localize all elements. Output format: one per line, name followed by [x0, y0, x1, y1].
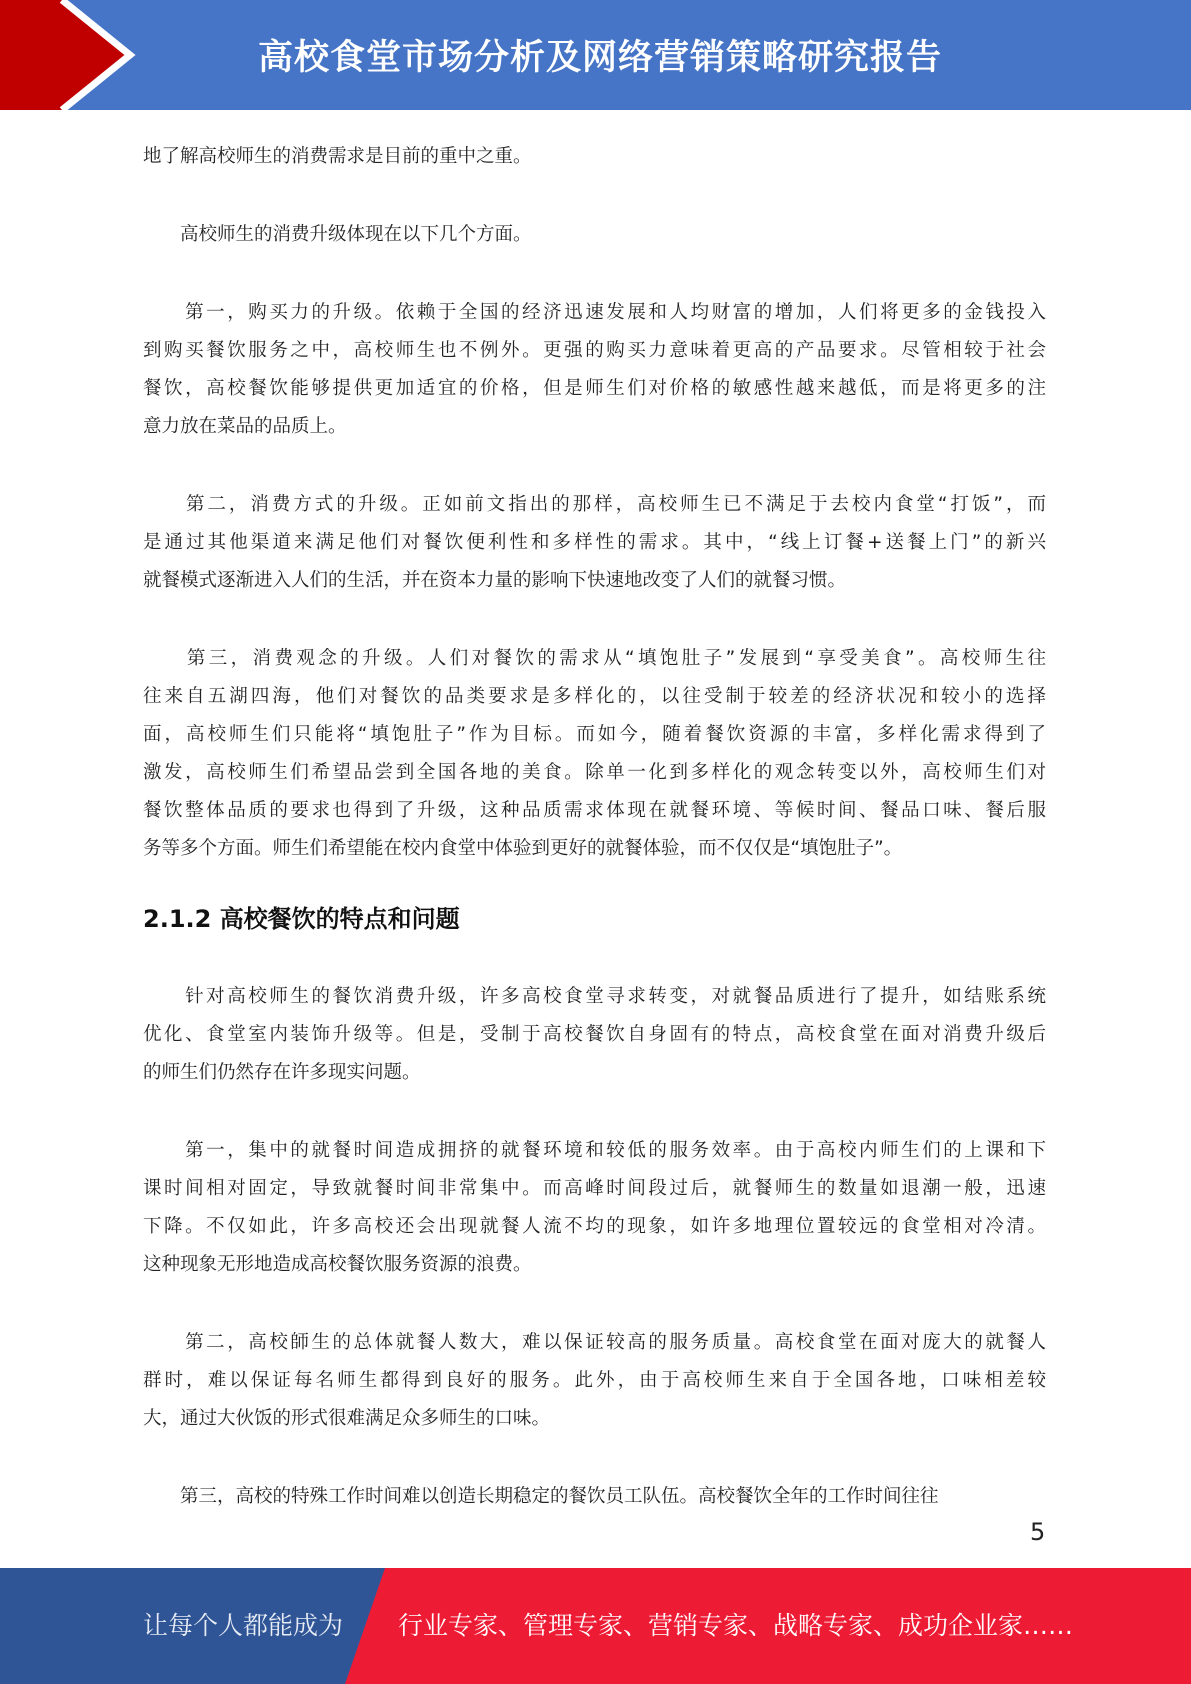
header-title: 高校食堂市场分析及网络营销策略研究报告	[258, 38, 943, 78]
text-line: 到购买餐饮服务之中，高校师生也不例外。更强的购买力意味着更高的产品要求。尽管相较于社会	[143, 340, 1046, 361]
text-line: 餐饮，高校餐饮能够提供更加适宜的价格，但是师生们对价格的敏感性越来越低，而是将更多的注	[143, 378, 1046, 399]
text-line: 第一，集中的就餐时间造成拥挤的就餐环境和较低的服务效率。由于高校内师生们的上课和下	[143, 1140, 1046, 1161]
text-line: 地了解高校师生的消费需求是目前的重中之重。	[143, 146, 532, 167]
document-body	[143, 138, 1046, 1556]
text-line: 高校师生的消费升级体现在以下几个方面。	[143, 224, 532, 245]
section-heading: 2.1.2 高校餐饮的特点和问题	[143, 905, 460, 933]
text-line: 群时，难以保证每名师生都得到良好的服务。此外，由于高校师生来自于全国各地，口味相差较	[143, 1370, 1046, 1391]
text-line: 第二，消费方式的升级。正如前文指出的那样，高校师生已不满足于去校内食堂“打饭”，而	[143, 494, 1046, 515]
text-line: 下降。不仅如此，许多高校还会出现就餐人流不均的现象，如许多地理位置较远的食堂相对冷清。	[143, 1216, 1046, 1237]
text-line: 是通过其他渠道来满足他们对餐饮便利性和多样性的需求。其中，“线上订餐+送餐上门”的新兴	[143, 532, 1046, 553]
text-line: 针对高校师生的餐饮消费升级，许多高校食堂寻求转变，对就餐品质进行了提升，如结账系统	[143, 986, 1046, 1007]
text-line: 优化、食堂室内装饰升级等。但是，受制于高校餐饮自身固有的特点，高校食堂在面对消费升级后	[143, 1024, 1046, 1045]
text-line: 这种现象无形地造成高校餐饮服务资源的浪费。	[143, 1254, 532, 1275]
paragraph	[143, 978, 1046, 1092]
text-line: 餐饮整体品质的要求也得到了升级，这种品质需求体现在就餐环境、等候时间、餐品口味、餐后服	[143, 800, 1046, 821]
text-line: 意力放在菜品的品质上。	[143, 416, 347, 437]
paragraph	[143, 294, 1046, 446]
paragraph	[143, 1324, 1046, 1438]
page-footer	[0, 1568, 1191, 1684]
text-line: 第二，高校師生的总体就餐人数大，难以保证较高的服务质量。高校食堂在面对庞大的就餐人	[143, 1332, 1046, 1353]
text-line: 务等多个方面。师生们希望能在校内食堂中体验到更好的就餐体验，而不仅仅是“填饱肚子”。	[143, 838, 903, 859]
text-line: 的师生们仍然存在许多现实问题。	[143, 1062, 421, 1083]
text-line: 激发，高校师生们希望品尝到全国各地的美食。除单一化到多样化的观念转变以外，高校师生们对	[143, 762, 1046, 783]
footer-slogan-left: 让每个人都能成为	[143, 1611, 344, 1640]
text-line: 往来自五湖四海，他们对餐饮的品类要求是多样化的，以往受制于较差的经济状况和较小的选择	[143, 686, 1046, 707]
text-line: 就餐模式逐渐进入人们的生活，并在资本力量的影响下快速地改变了人们的就餐习惯。	[143, 570, 847, 591]
paragraph	[143, 1132, 1046, 1284]
page-number: 5	[1030, 1518, 1046, 1546]
header-chevron-decoration	[0, 0, 170, 110]
paragraph	[143, 1478, 1046, 1516]
paragraph	[143, 138, 1046, 176]
text-line: 第一，购买力的升级。依赖于全国的经济迅速发展和人均财富的增加，人们将更多的金钱投入	[143, 302, 1046, 323]
text-line: 第三，高校的特殊工作时间难以创造长期稳定的餐饮员工队伍。高校餐饮全年的工作时间往往	[143, 1486, 939, 1507]
paragraph	[143, 486, 1046, 600]
footer-slogan-right: 行业专家、管理专家、营销专家、战略专家、成功企业家……	[398, 1611, 1074, 1640]
text-line: 面，高校师生们只能将“填饱肚子”作为目标。而如今，随着餐饮资源的丰富，多样化需求得到了	[143, 724, 1046, 745]
paragraph	[143, 216, 1046, 254]
page-header	[0, 0, 1191, 110]
paragraph	[143, 640, 1046, 868]
text-line: 第三，消费观念的升级。人们对餐饮的需求从“填饱肚子”发展到“享受美食”。高校师生往	[143, 648, 1046, 669]
text-line: 大，通过大伙饭的形式很难满足众多师生的口味。	[143, 1408, 551, 1429]
text-line: 课时间相对固定，导致就餐时间非常集中。而高峰时间段过后，就餐师生的数量如退潮一般，迅速	[143, 1178, 1046, 1199]
